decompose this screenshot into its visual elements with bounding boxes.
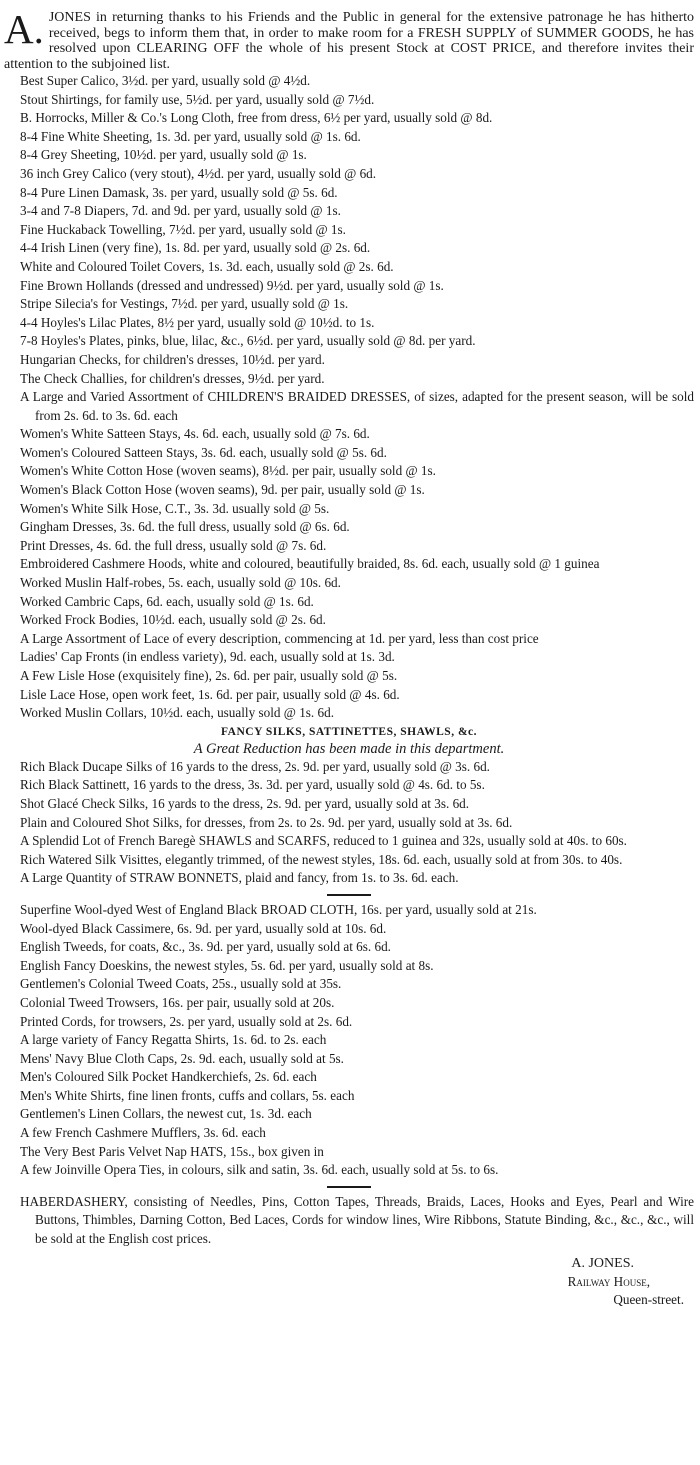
list-item: Women's White Silk Hose, C.T., 3s. 3d. usually sold @ 5s. bbox=[20, 500, 330, 516]
list-item: 8-4 Fine White Sheeting, 1s. 3d. per yard, usually sold @ 1s. 6d. bbox=[20, 128, 361, 144]
haberdashery-paragraph: HABERDASHERY, consisting of Needles, Pins, Cotton Tapes, Threads, Braids, Laces, Hooks and Eyes, Pearl and Wire Buttons, Thimbles, Darning Cotton, Bed Laces, Cords for window lines, Wire Ribbons, Statute Binding, &c., &c., &c., will be sold at the English cost prices. bbox=[20, 1193, 694, 1247]
list-item: B. Horrocks, Miller & Co.'s Long Cloth, free from dress, 6½ per yard, usually sold @ 8d. bbox=[20, 110, 493, 126]
list-item: Worked Frock Bodies, 10½d. each, usually sold @ 2s. 6d. bbox=[20, 612, 326, 628]
list-item: Gentlemen's Colonial Tweed Coats, 25s., usually sold at 35s. bbox=[20, 976, 342, 992]
list-item: Worked Muslin Half-robes, 5s. each, usually sold @ 10s. 6d. bbox=[20, 575, 341, 591]
list-item: The Very Best Paris Velvet Nap HATS, 15s., box given in bbox=[20, 1143, 324, 1159]
list-item: Best Super Calico, 3½d. per yard, usually sold @ 4½d. bbox=[20, 73, 311, 88]
list-item: Women's Black Cotton Hose (woven seams), 9d. per pair, usually sold @ 1s. bbox=[20, 482, 425, 498]
list-item: A large variety of Fancy Regatta Shirts, 1s. 6d. to 2s. each bbox=[20, 1032, 327, 1048]
list-item: Print Dresses, 4s. 6d. the full dress, usually sold @ 7s. 6d. bbox=[20, 537, 327, 553]
section-heading-silks: FANCY SILKS, SATTINETTES, SHAWLS, &c. bbox=[220, 725, 477, 738]
list-item: Rich Watered Silk Visittes, elegantly trimmed, of the newest styles, 18s. 6d. each, usually sold at from 30s. to 40s. bbox=[20, 851, 623, 867]
signature-house: Railway House, bbox=[567, 1273, 650, 1289]
item-list-silks bbox=[4, 758, 694, 888]
item-list-general bbox=[4, 72, 694, 723]
list-item: Ladies' Cap Fronts (in endless variety), 9d. each, usually sold at 1s. 3d. bbox=[20, 649, 395, 665]
list-item: Fine Huckaback Towelling, 7½d. per yard, usually sold @ 1s. bbox=[20, 221, 346, 237]
list-item: Women's White Cotton Hose (woven seams), 8½d. per pair, usually sold @ 1s. bbox=[20, 463, 436, 479]
item-list-menswear bbox=[4, 901, 694, 1180]
list-item: A Large Quantity of STRAW BONNETS, plaid and fancy, from 1s. to 3s. 6d. each. bbox=[20, 870, 459, 886]
drop-cap: A. bbox=[4, 6, 44, 52]
list-item: Embroidered Cashmere Hoods, white and coloured, beautifully braided, 8s. 6d. each, usually sold @ 1 guinea bbox=[20, 556, 600, 572]
signature-street: Queen-street. bbox=[613, 1291, 684, 1307]
list-item: A Few Lisle Hose (exquisitely fine), 2s. 6d. per pair, usually sold @ 5s. bbox=[20, 668, 398, 683]
list-item: Fine Brown Hollands (dressed and undressed) 9½d. per yard, usually sold @ 1s. bbox=[20, 277, 444, 293]
list-item: The Check Challies, for children's dresses, 9½d. per yard. bbox=[20, 370, 325, 386]
list-item: Women's Coloured Satteen Stays, 3s. 6d. each, usually sold @ 5s. 6d. bbox=[20, 444, 387, 460]
signature-name: A. JONES. bbox=[571, 1255, 634, 1271]
list-item: A Large and Varied Assortment of CHILDREN'S BRAIDED DRESSES, of sizes, adapted for the present season, will be sold from 2s. 6d. to 3s. 6d. each bbox=[20, 389, 694, 423]
list-item: Hungarian Checks, for children's dresses, 10½d. per yard. bbox=[20, 351, 325, 367]
list-item: Stout Shirtings, for family use, 5½d. per yard, usually sold @ 7½d. bbox=[20, 91, 375, 107]
list-item: Rich Black Ducape Silks of 16 yards to the dress, 2s. 9d. per yard, usually sold @ 3s. 6d. bbox=[20, 758, 490, 774]
list-item: A Splendid Lot of French Baregè SHAWLS and SCARFS, reduced to 1 guinea and 32s, usually sold at 40s. to 60s. bbox=[20, 833, 627, 849]
section-divider bbox=[327, 1186, 371, 1188]
list-item: 8-4 Grey Sheeting, 10½d. per yard, usually sold @ 1s. bbox=[20, 147, 307, 163]
list-item: White and Coloured Toilet Covers, 1s. 3d. each, usually sold @ 2s. 6d. bbox=[20, 258, 394, 274]
list-item: English Fancy Doeskins, the newest styles, 5s. 6d. per yard, usually sold at 8s. bbox=[20, 957, 434, 973]
list-item: 3-4 and 7-8 Diapers, 7d. and 9d. per yard, usually sold @ 1s. bbox=[20, 203, 341, 219]
list-item: Plain and Coloured Shot Silks, for dresses, from 2s. to 2s. 9d. per yard, usually sold at 3s. 6d. bbox=[20, 814, 513, 830]
list-item: Mens' Navy Blue Cloth Caps, 2s. 9d. each, usually sold at 5s. bbox=[20, 1050, 344, 1066]
list-item: 4-4 Hoyles's Lilac Plates, 8½ per yard, usually sold @ 10½d. to 1s. bbox=[20, 314, 375, 330]
list-item: Superfine Wool-dyed West of England Black BROAD CLOTH, 16s. per yard, usually sold at 21s. bbox=[20, 901, 537, 917]
section-divider bbox=[327, 894, 371, 896]
list-item: English Tweeds, for coats, &c., 3s. 9d. per yard, usually sold at 6s. 6d. bbox=[20, 939, 391, 955]
list-item: Men's White Shirts, fine linen fronts, cuffs and collars, 5s. each bbox=[20, 1087, 355, 1103]
list-item: Colonial Tweed Trowsers, 16s. per pair, usually sold at 20s. bbox=[20, 994, 335, 1010]
section-subheading-silks: A Great Reduction has been made in this department. bbox=[193, 740, 505, 757]
list-item: Women's White Satteen Stays, 4s. 6d. each, usually sold @ 7s. 6d. bbox=[20, 426, 370, 442]
intro-paragraph bbox=[4, 6, 694, 72]
list-item: A few Joinville Opera Ties, in colours, silk and satin, 3s. 6d. each, usually sold at 5s. to 6s. bbox=[20, 1162, 499, 1178]
list-item: Men's Coloured Silk Pocket Handkerchiefs, 2s. 6d. each bbox=[20, 1069, 317, 1085]
list-item: Worked Muslin Collars, 10½d. each, usually sold @ 1s. 6d. bbox=[20, 705, 335, 721]
list-item: Wool-dyed Black Cassimere, 6s. 9d. per yard, usually sold at 10s. 6d. bbox=[20, 920, 387, 936]
list-item: Gentlemen's Linen Collars, the newest cut, 1s. 3d. each bbox=[20, 1106, 312, 1122]
list-item: Stripe Silecia's for Vestings, 7½d. per yard, usually sold @ 1s. bbox=[20, 296, 349, 312]
list-item: Gingham Dresses, 3s. 6d. the full dress, usually sold @ 6s. 6d. bbox=[20, 519, 350, 535]
list-item: Worked Cambric Caps, 6d. each, usually sold @ 1s. 6d. bbox=[20, 593, 314, 609]
list-item: 36 inch Grey Calico (very stout), 4½d. per yard, usually sold @ 6d. bbox=[20, 165, 377, 181]
signature-block bbox=[4, 1255, 694, 1309]
list-item: Printed Cords, for trowsers, 2s. per yard, usually sold at 2s. 6d. bbox=[20, 1013, 353, 1029]
list-item: A Large Assortment of Lace of every description, commencing at 1d. per yard, less than cost price bbox=[20, 630, 539, 646]
list-item: 8-4 Pure Linen Damask, 3s. per yard, usually sold @ 5s. 6d. bbox=[20, 184, 338, 200]
list-item: Rich Black Sattinett, 16 yards to the dress, 3s. 3d. per yard, usually sold @ 4s. 6d. to 5s. bbox=[20, 777, 485, 793]
list-item: Shot Glacé Check Silks, 16 yards to the dress, 2s. 9d. per yard, usually sold at 3s. 6d. bbox=[20, 795, 470, 811]
list-item: 7-8 Hoyles's Plates, pinks, blue, lilac, &c., 6½d. per yard, usually sold @ 8d. per yard. bbox=[20, 333, 476, 349]
list-item: Lisle Lace Hose, open work feet, 1s. 6d. per pair, usually sold @ 4s. 6d. bbox=[20, 686, 400, 702]
list-item: A few French Cashmere Mufflers, 3s. 6d. each bbox=[20, 1125, 266, 1141]
intro-text: JONES in returning thanks to his Friends and the Public in general for the extensive patronage he has hitherto received, begs to inform them that, in order to make room for a FRESH SUPPLY of SUMMER GOODS, he has resolved upon CLEARING OFF the whole of his present Stock at COST PRICE, and therefore invites their attention to the subjoined list. bbox=[4, 10, 694, 72]
list-item: 4-4 Irish Linen (very fine), 1s. 8d. per yard, usually sold @ 2s. 6d. bbox=[20, 240, 371, 256]
